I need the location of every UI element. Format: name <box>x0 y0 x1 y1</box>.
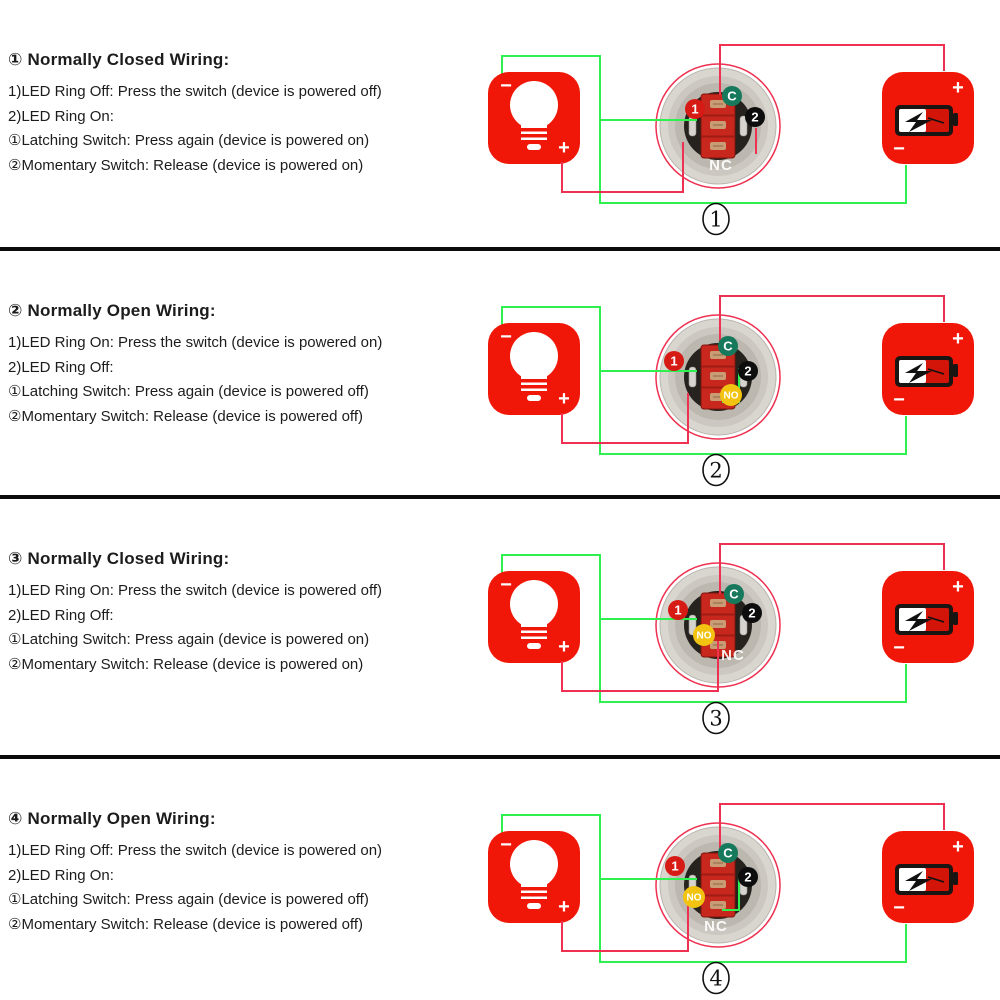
bulb-plus-label: + <box>558 137 570 159</box>
instruction-line: 1)LED Ring On: Press the switch (device is powered off) <box>8 582 383 599</box>
instructions-4 <box>8 809 382 937</box>
terminal-badge-2 <box>738 867 758 887</box>
bulb-plus-label: + <box>558 388 570 410</box>
instruction-line: 2)LED Ring Off: <box>8 606 114 624</box>
bulb-minus-label: − <box>500 326 512 348</box>
terminal-badge-c <box>718 336 738 356</box>
panel-number-digit: 3 <box>709 706 723 731</box>
terminal-badge-1 <box>665 856 685 876</box>
terminal-badge-2 <box>738 361 758 381</box>
instruction-line: ②Momentary Switch: Release (device is powered on) <box>8 156 364 174</box>
instruction-line: ②Momentary Switch: Release (device is powered off) <box>8 407 363 425</box>
terminal-badge-2-label: 2 <box>744 869 752 885</box>
terminal-label-nc: NC <box>704 918 728 935</box>
panel-number-caption <box>703 204 729 235</box>
section-2 <box>0 251 1000 495</box>
terminal-badge-1-label: 1 <box>671 858 679 874</box>
terminal-badge-1 <box>668 600 688 620</box>
instruction-line: ①Latching Switch: Press again (device is powered off) <box>8 383 369 400</box>
terminal-badge-no <box>683 886 705 908</box>
instruction-line: ①Latching Switch: Press again (device is powered on) <box>8 132 370 149</box>
battery-plus-label: + <box>952 576 964 598</box>
instruction-line: 1)LED Ring Off: Press the switch (device is powered on) <box>8 842 383 859</box>
instructions-2 <box>8 301 382 429</box>
terminal-badge-2-label: 2 <box>748 605 756 621</box>
instruction-line: ②Momentary Switch: Release (device is powered off) <box>8 915 363 933</box>
section-title: ④ Normally Open Wiring: <box>8 809 216 828</box>
panel-number-caption <box>703 703 729 734</box>
panel-number-digit: 4 <box>709 966 723 991</box>
terminal-badge-2-label: 2 <box>744 363 752 379</box>
terminal-badge-2 <box>745 107 765 127</box>
bulb-minus-label: − <box>500 75 512 97</box>
battery-minus-label: − <box>893 138 905 160</box>
battery-minus-label: − <box>893 897 905 919</box>
terminal-badge-no-label: NO <box>723 390 739 402</box>
instructions-3 <box>8 549 382 677</box>
terminal-badge-no <box>720 384 742 406</box>
battery-plus-label: + <box>952 836 964 858</box>
light-bulb-icon <box>488 323 580 415</box>
instruction-line: 1)LED Ring On: Press the switch (device is powered on) <box>8 334 383 351</box>
terminal-badge-1 <box>664 351 684 371</box>
battery-glyph <box>895 604 958 635</box>
instructions-1 <box>8 50 382 178</box>
bulb-plus-label: + <box>558 636 570 658</box>
panel-number-caption <box>703 455 729 486</box>
battery-glyph <box>895 864 958 895</box>
terminal-label-nc: NC <box>709 157 733 174</box>
battery-icon <box>882 831 974 923</box>
terminal-label-nc: NC <box>721 647 745 664</box>
battery-minus-label: − <box>893 637 905 659</box>
terminal-badge-no-label: NO <box>696 630 712 642</box>
panel-number-digit: 1 <box>709 207 723 232</box>
light-bulb-icon <box>488 571 580 663</box>
battery-icon <box>882 72 974 164</box>
terminal-badge-1-label: 1 <box>674 602 682 618</box>
section-title: ① Normally Closed Wiring: <box>8 50 230 69</box>
instruction-line: 1)LED Ring Off: Press the switch (device is powered off) <box>8 83 382 100</box>
battery-minus-label: − <box>893 389 905 411</box>
terminal-badge-1-label: 1 <box>670 353 678 369</box>
terminal-badge-no-label: NO <box>686 892 702 904</box>
section-4 <box>0 759 1000 1000</box>
instruction-line: ①Latching Switch: Press again (device is powered off) <box>8 891 369 908</box>
terminal-badge-c <box>724 584 744 604</box>
battery-glyph <box>895 105 958 136</box>
instruction-line: 2)LED Ring On: <box>8 107 114 125</box>
push-button-switch-photo <box>656 315 780 439</box>
instruction-line: ①Latching Switch: Press again (device is powered on) <box>8 631 370 648</box>
terminal-badge-no <box>693 624 715 646</box>
bulb-minus-label: − <box>500 834 512 856</box>
section-title: ② Normally Open Wiring: <box>8 301 216 320</box>
terminal-badge-2-label: 2 <box>751 109 759 125</box>
terminal-badge-c-label: C <box>723 338 733 354</box>
terminal-badge-1 <box>685 99 705 119</box>
section-3 <box>0 499 1000 755</box>
instruction-line: ②Momentary Switch: Release (device is powered on) <box>8 655 364 673</box>
light-bulb-icon <box>488 72 580 164</box>
terminal-badge-c-label: C <box>727 88 737 104</box>
battery-glyph <box>895 356 958 387</box>
instruction-line: 2)LED Ring Off: <box>8 358 114 376</box>
terminal-badge-c <box>718 843 738 863</box>
section-1 <box>0 0 1000 247</box>
section-title: ③ Normally Closed Wiring: <box>8 549 230 568</box>
battery-plus-label: + <box>952 328 964 350</box>
battery-icon <box>882 571 974 663</box>
terminal-badge-c-label: C <box>723 845 733 861</box>
terminal-badge-c <box>722 86 742 106</box>
panel-number-caption <box>703 963 729 994</box>
battery-icon <box>882 323 974 415</box>
terminal-badge-c-label: C <box>729 586 739 602</box>
panel-number-digit: 2 <box>709 458 723 483</box>
bulb-plus-label: + <box>558 896 570 918</box>
terminal-badge-1-label: 1 <box>691 101 699 117</box>
terminal-badge-2 <box>742 603 762 623</box>
light-bulb-icon <box>488 831 580 923</box>
instruction-line: 2)LED Ring On: <box>8 866 114 884</box>
bulb-minus-label: − <box>500 574 512 596</box>
battery-plus-label: + <box>952 77 964 99</box>
